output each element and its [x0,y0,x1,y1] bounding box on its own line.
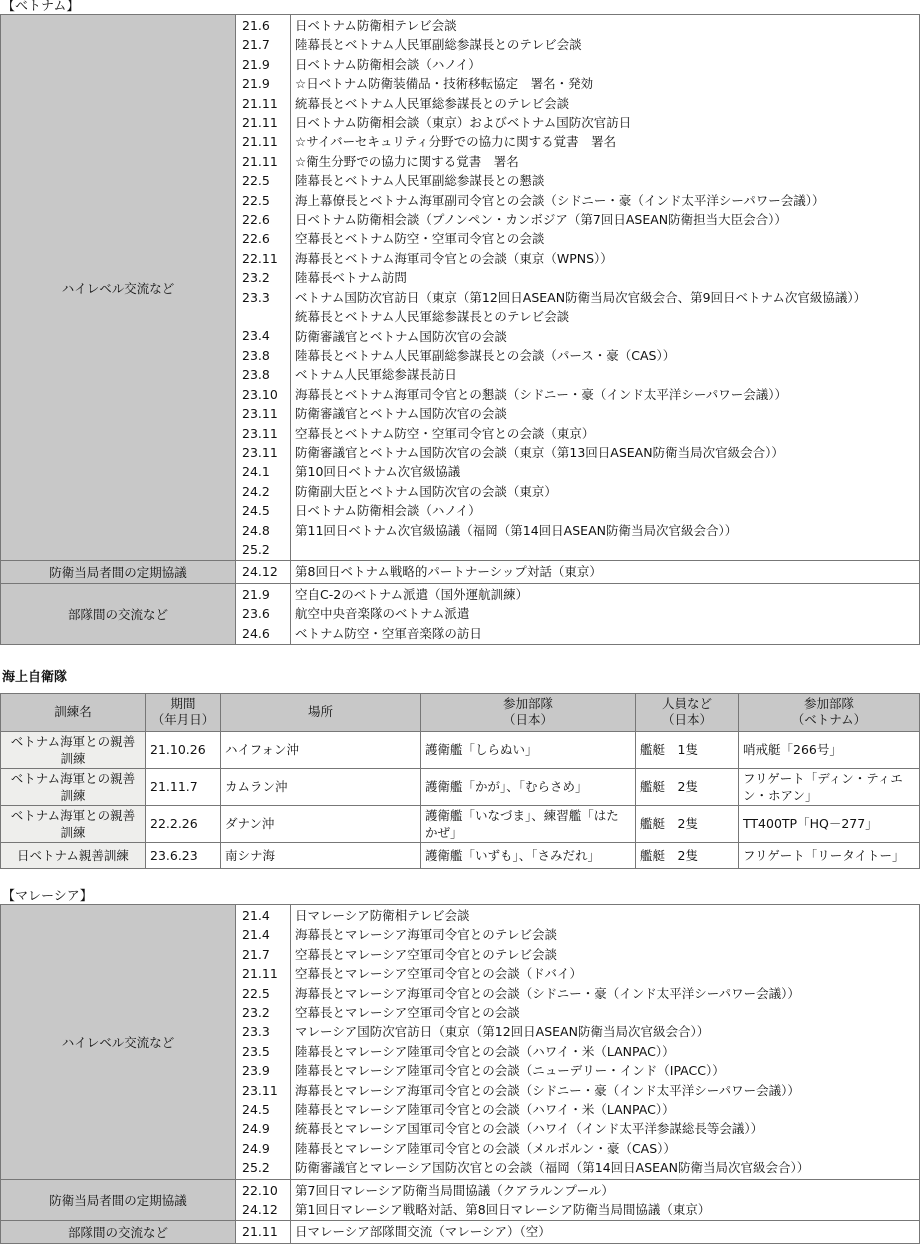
period: 22.2.26 [146,805,221,842]
event-date: 22.11 [242,250,278,266]
header-line: 期間 [170,696,196,712]
event-date: 21.4 [242,927,270,943]
events-cell [291,15,920,561]
msdf-training-table [0,693,920,869]
event-text: ベトナム防空・空軍音楽隊の訪日 [295,625,482,641]
event-text: 防衛審議官とベトナム国防次官の会談 [295,406,507,422]
event-date: 23.11 [242,444,278,460]
event-text: 陸幕長とベトナム人民軍副総参謀長との懇談 [295,173,545,189]
category-label: 部隊間の交流など [1,1221,236,1243]
category-label: ハイレベル交流など [1,904,236,1179]
event-date: 22.5 [242,173,270,189]
training-name: ベトナム海軍との親善訓練 [1,731,146,768]
event-date: 21.9 [242,76,270,92]
event-text: 空幕長とベトナム防空・空軍司令官との会談（東京） [295,425,595,441]
event-text: 日ベトナム防衛相会談（ハノイ） [295,56,481,72]
vn-units: フリゲート「リータイトー」 [739,842,920,868]
training-row [1,731,920,768]
category-label: 防衛当局者間の定期協議 [1,561,236,583]
event-text: 海幕長とマレーシア海軍司令官との会談（シドニー・豪（インド太平洋シーパワー会議）） [295,985,800,1001]
location: カムラン沖 [221,768,421,805]
events-cell [291,583,920,644]
event-date: 24.5 [242,503,270,519]
event-date: 23.10 [242,386,278,402]
event-date: 23.6 [242,606,270,622]
event-date: 23.11 [242,425,278,441]
jp-personnel: 艦艇 2隻 [636,768,739,805]
event-text: 防衛審議官とベトナム国防次官の会談 [295,328,507,344]
column-header [739,693,920,731]
header-line: 場所 [307,704,333,720]
location: ハイフォン沖 [221,731,421,768]
event-text: マレーシア国防次官訪日（東京（第12回日ASEAN防衛当局次官級会合）） [295,1024,710,1040]
event-date: 25.2 [242,1160,270,1176]
event-date: 22.10 [242,1182,278,1198]
event-date: 23.11 [242,406,278,422]
event-text: 統幕長とベトナム人民軍総参謀長とのテレビ会談 [295,309,570,325]
event-date: 24.5 [242,1102,270,1118]
event-date: 21.6 [242,18,270,33]
event-text: 防衛審議官とベトナム国防次官の会談（東京（第13回日ASEAN防衛当局次官級会合）） [295,444,784,460]
event-date: 23.3 [242,1024,270,1040]
period: 21.11.7 [146,768,221,805]
event-date: 21.4 [242,907,270,923]
event-date: 24.1 [242,464,270,480]
event-text: 海上幕僚長とベトナム海軍副司令官との会談（シドニー・豪（インド太平洋シーパワー会議）） [295,192,825,208]
event-text: 空幕長とマレーシア空軍司令官との会談 [295,1005,520,1021]
event-text: 第11回日ベトナム次官級協議（福岡（第14回日ASEAN防衛当局次官級会合）） [295,522,738,538]
event-date: 21.11 [242,153,278,169]
event-text: 海幕長とマレーシア海軍司令官とのテレビ会談 [295,927,558,943]
event-text: 統幕長とベトナム人民軍総参謀長とのテレビ会談 [295,95,570,111]
event-text: 防衛副大臣とベトナム国防次官の会談（東京） [295,483,557,499]
column-header [421,693,636,731]
event-date: 23.2 [242,270,270,286]
training-row [1,768,920,805]
group-row [1,583,920,644]
dates-cell [236,583,291,644]
jp-personnel: 艦艇 2隻 [636,805,739,842]
event-date: 21.11 [242,95,278,111]
jp-personnel: 艦艇 1隻 [636,731,739,768]
event-text: 防衛審議官とマレーシア国防次官との会談（福岡（第14回日ASEAN防衛当局次官級会合）） [295,1160,810,1176]
event-date: 23.8 [242,347,270,363]
column-header [1,693,146,731]
events-cell [291,1179,920,1221]
category-label: 防衛当局者間の定期協議 [1,1179,236,1221]
jp-units: 護衛艦「いずも」、「さみだれ」 [421,842,636,868]
malaysia-section-title: 【マレーシア】 [2,888,93,904]
vn-units: 哨戒艇「266号」 [739,731,920,768]
event-text: 陸幕長ベトナム訪問 [295,270,407,286]
column-header [636,693,739,731]
header-line: 人員など [661,696,712,712]
event-text: ベトナム人民軍総参謀長訪日 [295,367,457,383]
event-date: 22.6 [242,231,270,247]
header-line: （ベトナム） [791,712,867,728]
period: 21.10.26 [146,731,221,768]
event-text: 第7回日マレーシア防衛当局間協議（クアラルンプール） [295,1182,614,1198]
event-date: 21.7 [242,946,270,962]
training-name: ベトナム海軍との親善訓練 [1,805,146,842]
vietnam-exchange-table [0,14,920,645]
event-text: 日ベトナム防衛相会談（プノンペン・カンボジア（第7回日ASEAN防衛担当大臣会合）） [295,212,787,228]
event-date: 21.9 [242,586,270,602]
column-header [146,693,221,731]
training-row [1,805,920,842]
event-date: 23.8 [242,367,270,383]
period: 23.6.23 [146,842,221,868]
header-line: （日本） [502,712,553,728]
event-date: 24.2 [242,483,270,499]
column-header [221,693,421,731]
category-label: ハイレベル交流など [1,15,236,561]
event-text: 海幕長とベトナム海軍司令官との会談（東京（WPNS）） [295,250,613,266]
category-label: 部隊間の交流など [1,583,236,644]
event-text: 陸幕長とベトナム人民軍副総参謀長とのテレビ会談 [295,37,582,53]
event-text: 日ベトナム防衛相テレビ会談 [295,18,457,33]
events-cell [291,1221,920,1243]
event-date: 21.9 [242,56,270,72]
event-text: 空幕長とベトナム防空・空軍司令官との会談 [295,231,545,247]
vn-units: フリゲート「ディン・ティエン・ホアン」 [739,768,920,805]
event-text: 陸幕長とマレーシア陸軍司令官との会談（ハワイ・米（LANPAC）） [295,1043,675,1059]
group-row [1,1179,920,1221]
event-date: 24.8 [242,522,270,538]
event-text: 空自C-2のベトナム派遣（国外運航訓練） [295,586,529,602]
event-text: 陸幕長とマレーシア陸軍司令官との会談（ニューデリー・インド（IPACC）） [295,1063,725,1079]
event-text: 第1回日マレーシア戦略対話、第8回日マレーシア防衛当局間協議（東京） [295,1202,711,1218]
msdf-section-title: 海上自衛隊 [2,669,68,685]
dates-cell [236,1221,291,1243]
jp-units: 護衛艦「いなづま」、練習艦「はたかぜ」 [421,805,636,842]
event-text: 陸幕長とマレーシア陸軍司令官との会談（ハワイ・米（LANPAC）） [295,1102,675,1118]
training-row [1,842,920,868]
event-date: 21.7 [242,37,270,53]
jp-personnel: 艦艇 2隻 [636,842,739,868]
event-date: 23.9 [242,1063,270,1079]
event-text: 第8回日ベトナム戦略的パートナーシップ対話（東京） [295,564,602,580]
event-date: 22.6 [242,212,270,228]
event-text: 航空中央音楽隊のベトナム派遣 [295,606,470,622]
event-date: 21.11 [242,134,278,150]
dates-cell [236,15,291,561]
header-line: 参加部隊 [803,696,854,712]
event-text: 日ベトナム防衛相会談（東京）およびベトナム国防次官訪日 [295,115,632,131]
events-cell [291,904,920,1179]
training-name: ベトナム海軍との親善訓練 [1,768,146,805]
event-text: ベトナム国防次官訪日（東京（第12回日ASEAN防衛当局次官級会合、第9回日ベトナム次官級協議）） [295,289,867,305]
event-text: 空幕長とマレーシア空軍司令官との会談（ドバイ） [295,966,583,982]
event-date: 24.9 [242,1140,270,1156]
group-row [1,15,920,561]
event-date: 22.5 [242,985,270,1001]
dates-cell [236,904,291,1179]
event-text: ☆日ベトナム防衛装備品・技術移転協定 署名・発効 [295,76,594,92]
event-date: 24.12 [242,564,278,580]
event-text: 海幕長とマレーシア海軍司令官との会談（シドニー・豪（インド太平洋シーパワー会議）） [295,1082,800,1098]
event-date: 24.12 [242,1202,278,1218]
group-row [1,1221,920,1243]
event-date: 23.5 [242,1043,270,1059]
event-text: 日ベトナム防衛相会談（ハノイ） [295,503,481,519]
event-date: 23.2 [242,1005,270,1021]
event-date: 25.2 [242,541,270,557]
event-text: 陸幕長とマレーシア陸軍司令官との会談（メルボルン・豪（CAS）） [295,1140,676,1156]
event-date: 23.11 [242,1082,278,1098]
group-row [1,904,920,1179]
event-text: 日マレーシア部隊間交流（マレーシア）（空） [295,1224,551,1240]
event-text: 日マレーシア防衛相テレビ会談 [295,907,470,923]
event-text: 陸幕長とベトナム人民軍副総参謀長との会談（パース・豪（CAS）） [295,347,676,363]
jp-units: 護衛艦「かが」、「むらさめ」 [421,768,636,805]
events-cell [291,561,920,583]
header-line: （年月日） [151,712,215,728]
event-text: 第10回日ベトナム次官級協議 [295,464,461,480]
header-line: （日本） [661,712,712,728]
malaysia-exchange-table [0,904,920,1244]
event-text: 海幕長とベトナム海軍司令官との懇談（シドニー・豪（インド太平洋シーパワー会議）） [295,386,788,402]
location: ダナン沖 [221,805,421,842]
training-name: 日ベトナム親善訓練 [1,842,146,868]
jp-units: 護衛艦「しらぬい」 [421,731,636,768]
event-date: 21.11 [242,966,278,982]
vn-units: TT400TP「HQ－277」 [739,805,920,842]
group-row [1,561,920,583]
event-date: 23.4 [242,328,270,344]
dates-cell [236,561,291,583]
vietnam-section-title: 【ベトナム】 [2,0,80,14]
event-text: 統幕長とマレーシア国軍司令官との会談（ハワイ（インド太平洋参謀総長等会議）） [295,1121,764,1137]
event-date: 21.11 [242,115,278,131]
event-text: ☆衛生分野での協力に関する覚書 署名 [295,153,519,169]
event-date: 23.3 [242,289,270,305]
event-text: ☆サイバーセキュリティ分野での協力に関する覚書 署名 [295,134,617,150]
event-text: 空幕長とマレーシア空軍司令官とのテレビ会談 [295,946,558,962]
event-date: 22.5 [242,192,270,208]
header-line: 訓練名 [54,704,92,720]
dates-cell [236,1179,291,1221]
event-date: 24.9 [242,1121,270,1137]
header-line: 参加部隊 [502,696,553,712]
event-date: 24.6 [242,625,270,641]
event-date: 21.11 [242,1224,278,1240]
location: 南シナ海 [221,842,421,868]
